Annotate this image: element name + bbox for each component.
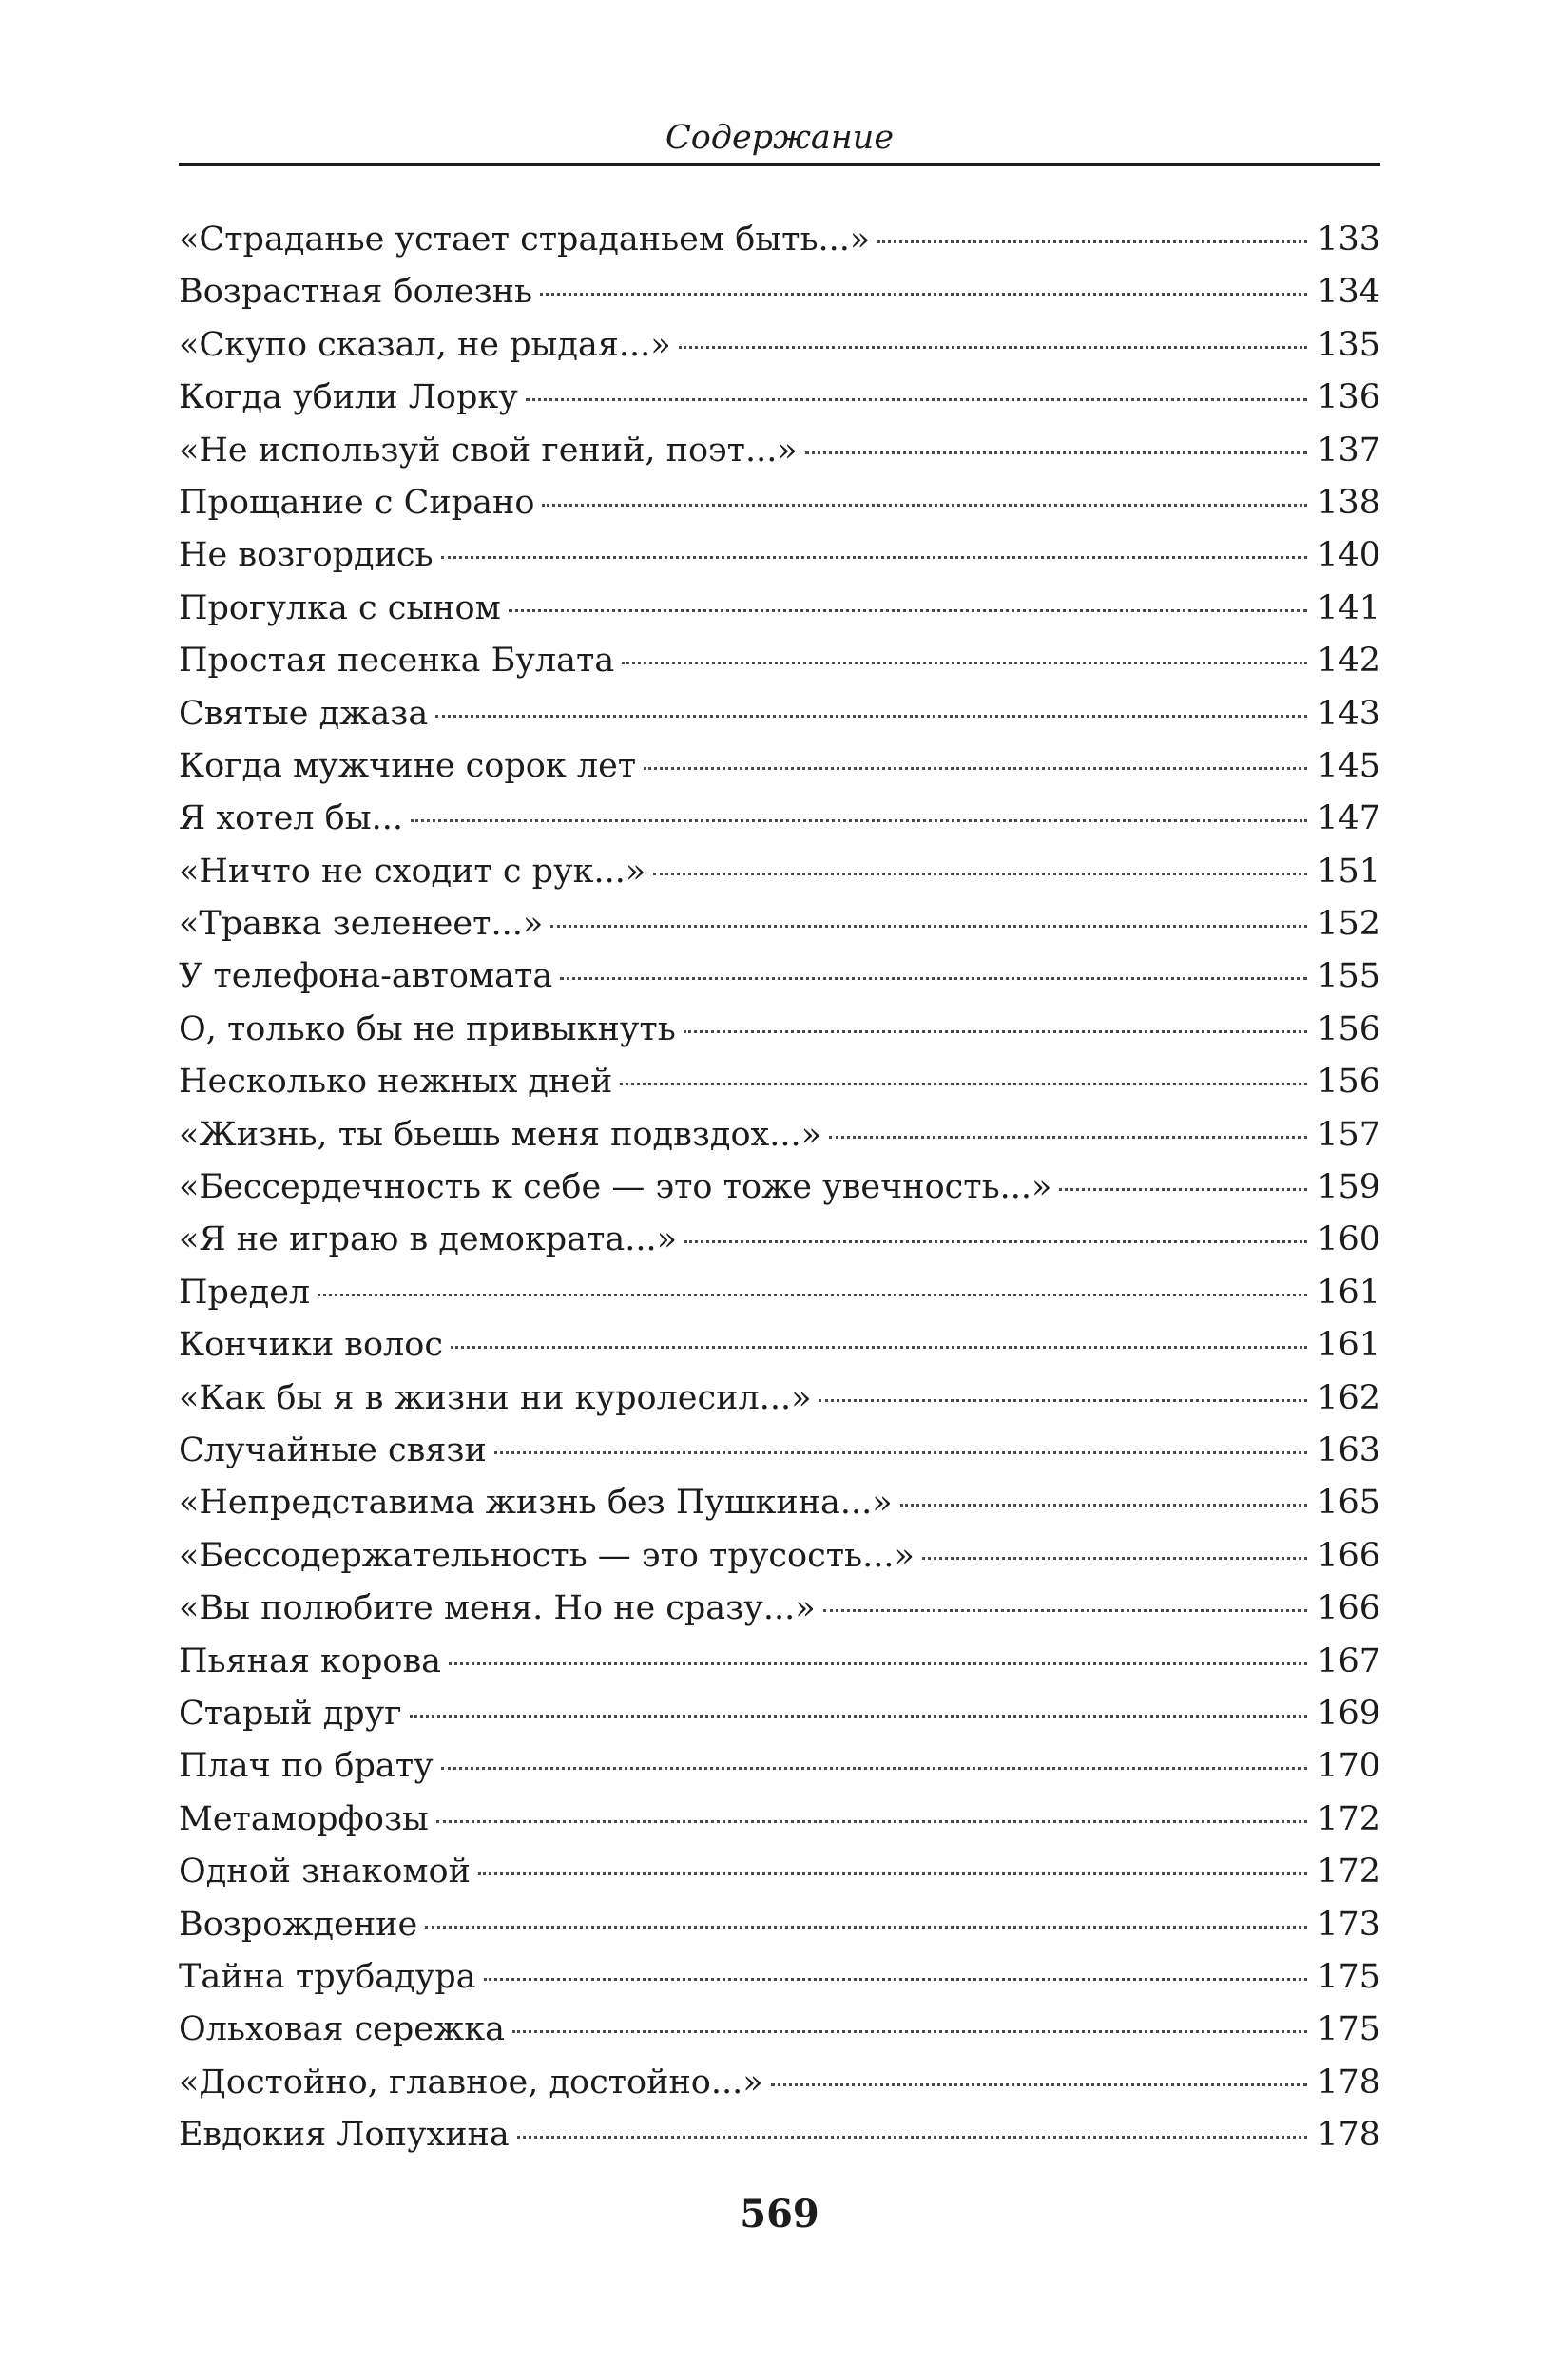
toc-entry-page: 157: [1317, 1115, 1380, 1154]
toc-entry-title: Простая песенка Булата: [179, 642, 615, 681]
toc-entry: [179, 846, 1380, 898]
toc-entry-title: «Я не играю в демократа...»: [179, 1220, 678, 1259]
toc-entry: [179, 898, 1380, 950]
toc-entry: [179, 793, 1380, 845]
dot-leader: [509, 609, 1307, 612]
toc-entry: [179, 1636, 1380, 1688]
toc-entry-title: Старый друг: [179, 1694, 402, 1733]
dot-leader: [653, 873, 1307, 875]
toc-entry-title: «Вы полюбите меня. Но не сразу...»: [179, 1589, 816, 1628]
toc-entry-page: 172: [1317, 1852, 1380, 1891]
dot-leader: [451, 1346, 1307, 1349]
dot-leader: [679, 346, 1308, 349]
toc-entry-page: 143: [1317, 694, 1380, 733]
toc-entry-page: 173: [1317, 1905, 1380, 1944]
toc-entry: [179, 266, 1380, 318]
header-rule: [179, 163, 1380, 166]
dot-leader: [484, 1978, 1308, 1981]
toc-entry: [179, 1740, 1380, 1793]
toc-entry-title: «Непредставима жизнь без Пушкина...»: [179, 1484, 893, 1523]
toc-entry: [179, 319, 1380, 372]
toc-entry: [179, 740, 1380, 793]
toc-entry: [179, 2109, 1380, 2161]
toc-entry-title: Прощание с Сирано: [179, 483, 535, 522]
toc-entry-page: 172: [1317, 1799, 1380, 1838]
dot-leader: [771, 2083, 1308, 2086]
toc-entry-page: 140: [1317, 536, 1380, 575]
toc-entry: [179, 1319, 1380, 1372]
toc-entry: [179, 1004, 1380, 1056]
toc-entry: [179, 2057, 1380, 2109]
page-number: 569: [740, 2192, 819, 2236]
toc-entry: [179, 1477, 1380, 1529]
toc-entry: [179, 1583, 1380, 1635]
toc-entry-title: Предел: [179, 1273, 311, 1312]
dot-leader: [542, 504, 1307, 507]
dot-leader: [436, 1820, 1307, 1823]
dot-leader: [410, 1715, 1308, 1718]
toc-entry-page: 156: [1317, 1063, 1380, 1102]
toc-entry-title: Возрастная болезнь: [179, 273, 533, 312]
toc-entry-page: 161: [1317, 1326, 1380, 1365]
toc-entry-page: 161: [1317, 1273, 1380, 1312]
toc-entry-title: «Жизнь, ты бьешь меня подвздох...»: [179, 1115, 822, 1154]
dot-leader: [622, 662, 1307, 664]
toc-entry-title: «Достойно, главное, достойно...»: [179, 2063, 763, 2102]
dot-leader: [494, 1451, 1307, 1454]
toc-entry-title: Святые джаза: [179, 694, 429, 733]
toc-entry-title: Несколько нежных дней: [179, 1063, 613, 1102]
toc-entry-title: «Скупо сказал, не рыдая...»: [179, 325, 671, 364]
dot-leader: [526, 398, 1307, 401]
dot-leader: [922, 1557, 1307, 1560]
toc-entry: [179, 950, 1380, 1003]
toc-entry-page: 136: [1317, 378, 1380, 417]
toc-entry-page: 151: [1317, 852, 1380, 891]
toc-entry: [179, 1372, 1380, 1425]
toc-entry: [179, 1846, 1380, 1898]
dot-leader: [620, 1083, 1307, 1085]
dot-leader: [819, 1399, 1307, 1402]
dot-leader: [900, 1504, 1307, 1507]
dot-leader: [644, 767, 1307, 770]
toc-entry: [179, 583, 1380, 635]
toc-entry: [179, 1951, 1380, 2004]
toc-entry-title: У телефона-автомата: [179, 957, 553, 996]
dot-leader: [449, 1662, 1307, 1665]
toc-entry-title: О, только бы не привыкнуть: [179, 1009, 676, 1048]
toc-entry-page: 162: [1317, 1378, 1380, 1417]
toc-entry-page: 170: [1317, 1747, 1380, 1786]
toc-entry-page: 166: [1317, 1536, 1380, 1575]
toc-entry-page: 134: [1317, 273, 1380, 312]
dot-leader: [877, 240, 1307, 243]
toc-entry-title: Случайные связи: [179, 1430, 487, 1469]
toc-entry: [179, 1161, 1380, 1214]
dot-leader: [478, 1872, 1307, 1875]
toc-entry-title: «Ничто не сходит с рук...»: [179, 852, 646, 891]
toc-entry-page: 147: [1317, 799, 1380, 838]
dot-leader: [684, 1240, 1307, 1243]
toc-entry-title: Не возгордись: [179, 536, 434, 575]
toc-entry-page: 166: [1317, 1589, 1380, 1628]
toc-entry-title: Метаморфозы: [179, 1799, 429, 1838]
dot-leader: [829, 1136, 1307, 1139]
toc-entry: [179, 1056, 1380, 1108]
toc-entry: [179, 2004, 1380, 2056]
dot-leader: [823, 1609, 1308, 1612]
toc-entry-title: Пьяная корова: [179, 1641, 442, 1680]
toc-entry-page: 160: [1317, 1220, 1380, 1259]
toc-entry-title: «Травка зеленеет...»: [179, 905, 544, 944]
toc-entry-page: 165: [1317, 1484, 1380, 1523]
dot-leader: [684, 1030, 1307, 1033]
toc-entry: [179, 1425, 1380, 1477]
toc-entry-page: 178: [1317, 2063, 1380, 2102]
toc-entry: [179, 635, 1380, 687]
toc-entry-page: 137: [1317, 431, 1380, 470]
toc-entry: [179, 1214, 1380, 1266]
toc-entry-page: 178: [1317, 2116, 1380, 2155]
toc-entry-page: 135: [1317, 325, 1380, 364]
toc-entry: [179, 425, 1380, 477]
dot-leader: [550, 925, 1307, 928]
dot-leader: [560, 977, 1307, 980]
toc-entry: [179, 372, 1380, 424]
toc-entry: [179, 1267, 1380, 1319]
toc-entry-title: Я хотел бы...: [179, 799, 403, 838]
toc-entry: [179, 1530, 1380, 1583]
toc-entry-title: Одной знакомой: [179, 1852, 471, 1891]
toc-entry-title: «Не используй свой гений, поэт...»: [179, 431, 798, 470]
dot-leader: [805, 451, 1307, 454]
toc-entry-page: 169: [1317, 1694, 1380, 1733]
toc-entry-page: 159: [1317, 1168, 1380, 1207]
dot-leader: [441, 1767, 1307, 1770]
toc-entry: [179, 214, 1380, 266]
dot-leader: [318, 1294, 1307, 1296]
toc-entry-page: 145: [1317, 746, 1380, 785]
toc-entry: [179, 1688, 1380, 1740]
toc-entry-title: Ольховая сережка: [179, 2010, 505, 2049]
toc-entry-title: «Страданье устает страданьем быть...»: [179, 221, 871, 259]
toc-entry: [179, 529, 1380, 582]
table-of-contents: [179, 214, 1380, 2161]
toc-entry-title: Тайна трубадура: [179, 1957, 476, 1996]
toc-entry-page: 167: [1317, 1641, 1380, 1680]
toc-entry-page: 152: [1317, 905, 1380, 944]
toc-entry-title: Плач по брату: [179, 1747, 434, 1786]
toc-entry-title: Евдокия Лопухина: [179, 2116, 510, 2155]
toc-entry-title: Когда мужчине сорок лет: [179, 746, 637, 785]
dot-leader: [425, 1926, 1307, 1929]
toc-entry-title: Возрождение: [179, 1905, 418, 1944]
dot-leader: [1059, 1188, 1307, 1191]
dot-leader: [441, 556, 1308, 559]
toc-entry-title: «Бессодержательность — это трусость...»: [179, 1536, 915, 1575]
dot-leader: [512, 2030, 1307, 2033]
running-head: Содержание: [665, 119, 895, 157]
toc-entry: [179, 1109, 1380, 1161]
toc-entry-page: 156: [1317, 1009, 1380, 1048]
toc-entry-page: 155: [1317, 957, 1380, 996]
toc-entry-title: Когда убили Лорку: [179, 378, 518, 417]
toc-entry-page: 138: [1317, 483, 1380, 522]
toc-entry-page: 175: [1317, 2010, 1380, 2049]
toc-entry: [179, 1794, 1380, 1846]
toc-entry-title: «Бессердечность к себе — это тоже увечность...»: [179, 1168, 1052, 1207]
toc-entry-page: 142: [1317, 642, 1380, 681]
toc-entry-title: «Как бы я в жизни ни куролесил...»: [179, 1378, 812, 1417]
toc-entry: [179, 477, 1380, 529]
dot-leader: [411, 819, 1307, 822]
toc-entry-title: Кончики волос: [179, 1326, 443, 1365]
toc-entry-page: 163: [1317, 1430, 1380, 1469]
toc-entry-title: Прогулка с сыном: [179, 588, 501, 627]
toc-entry: [179, 1899, 1380, 1951]
dot-leader: [435, 715, 1307, 718]
toc-entry-page: 133: [1317, 221, 1380, 259]
dot-leader: [517, 2136, 1307, 2139]
toc-entry-page: 141: [1317, 588, 1380, 627]
dot-leader: [540, 293, 1307, 296]
toc-entry: [179, 688, 1380, 740]
toc-entry-page: 175: [1317, 1957, 1380, 1996]
